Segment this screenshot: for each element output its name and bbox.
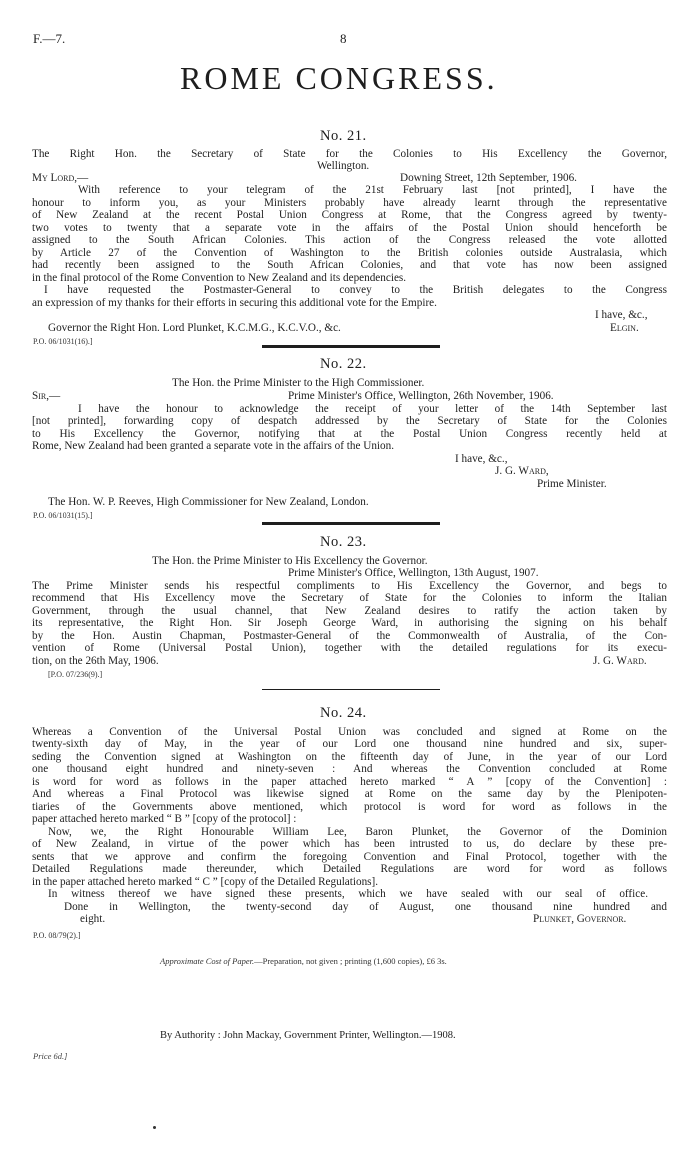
page-ref: F.—7.: [33, 31, 66, 46]
printer-mark: [153, 1126, 156, 1129]
closing: I have, &c.,: [595, 309, 648, 321]
paragraph-line: is word for word as follows in the paper attached hereto marked “ A ” [copy of the Convention] :: [32, 776, 667, 788]
printer-authority: By Authority : John Mackay, Government Printer, Wellington.—1908.: [160, 1030, 456, 1041]
paragraph-line: an expression of my thanks for their efforts in securing this additional vote for the Empire.: [32, 297, 437, 309]
letter-address: Prime Minister's Office, Wellington, 26th November, 1906.: [288, 390, 554, 402]
paragraph-line: honour to inform you, as your Ministers probably have already learnt through the representative: [32, 197, 667, 209]
paragraph-line: Government, through the usual channel, that New Zealand desires to ratify the action taken by: [32, 605, 667, 617]
signature: J. G. Ward,: [495, 465, 549, 477]
paragraph-line: Whereas a Convention of the Universal Postal Union was concluded and signed at Rome on the: [32, 726, 667, 738]
paragraph-line: In witness thereof we have signed these presents, which we have sealed with our seal of office.: [48, 888, 648, 900]
price: Price 6d.]: [33, 1051, 68, 1061]
paragraph-line: in the paper attached hereto marked “ C ” [copy of the Detailed Regulations].: [32, 876, 379, 888]
cost-text: —Preparation, not given ; printing (1,600 copies), £6 3s.: [254, 956, 447, 966]
salutation: Sir,—: [32, 390, 61, 402]
closing: I have, &c.,: [455, 453, 508, 465]
cost-note: [160, 956, 447, 966]
paragraph-line: by the Hon. Austin Chapman, Postmaster-General of the Commonwealth of Australia, of the Con-: [32, 630, 667, 642]
paragraph-line: to His Excellency the Governor, notifying that at the Postal Union Congress recently held at: [32, 428, 667, 440]
paragraph-line: And whereas a Final Protocol was likewise signed at Rome on the same day by the Plenipoten-: [32, 788, 667, 800]
paragraph-line: assigned to the South African Colonies. This action of the Congress released the vote allotted: [32, 234, 667, 246]
letter-heading-place: Wellington.: [317, 160, 370, 172]
section-number: No. 24.: [320, 705, 367, 721]
paragraph-line: by Article 27 of the Convention of Washington to the British colonies outside Australasia, which: [32, 247, 667, 259]
letter-heading: The Hon. the Prime Minister to His Excellency the Governor.: [152, 555, 428, 567]
salutation: My Lord,—: [32, 172, 89, 184]
section-number: No. 23.: [320, 534, 367, 550]
paragraph-line: I have requested the Postmaster-General to convey to the British delegates to the Congress: [44, 284, 667, 296]
paragraph-line: seding the Convention signed at Washington on the fifteenth day of June, in the year of our Lord: [32, 751, 667, 763]
signature: J. G. Ward.: [593, 655, 647, 667]
file-reference: P.O. 06/1031(15).]: [33, 511, 93, 520]
letter-address: Downing Street, 12th September, 1906.: [400, 172, 577, 184]
paragraph-line: The Prime Minister sends his respectful compliments to His Excellency the Governor, and begs to: [32, 580, 667, 592]
cost-label: Approximate Cost of Paper.: [160, 956, 255, 966]
page-number: 8: [340, 31, 347, 46]
section-number: No. 22.: [320, 356, 367, 372]
paragraph-line: eight.: [80, 913, 106, 925]
file-reference: P.O. 08/79(2).]: [33, 931, 81, 940]
paragraph-line: With reference to your telegram of the 21st February last [not printed], I have the: [78, 184, 667, 196]
file-reference: P.O. 06/1031(16).]: [33, 337, 93, 346]
file-reference: [P.O. 07/236(9).]: [48, 670, 103, 679]
paragraph-line: I have the honour to acknowledge the receipt of your letter of the 14th September last: [78, 403, 667, 415]
paragraph-line: Done in Wellington, the twenty-second day of August, one thousand nine hundred and: [64, 901, 667, 913]
signature: Elgin.: [610, 322, 639, 334]
paragraph-line: its representative, the Right Hon. Sir Joseph George Ward, in authorising the signing on his behalf: [32, 617, 667, 629]
letter-heading: The Hon. the Prime Minister to the High Commissioner.: [172, 377, 425, 389]
section-divider: [262, 345, 440, 348]
page-title: ROME CONGRESS.: [180, 60, 498, 96]
paragraph-line: of New Zealand, in virtue of the power which has been intrusted to us, do declare by these pre-: [32, 838, 667, 850]
paragraph-line: in the final protocol of the Rome Convention to New Zealand and its dependencies.: [32, 272, 407, 284]
paragraph-line: tiaries of the Governments above mentioned, which protocol is word for word as follows in the: [32, 801, 667, 813]
paragraph-line: tion, on the 26th May, 1906.: [32, 655, 159, 667]
paragraph-line: vention of Rome (Universal Postal Union), together with the detailed regulations for its execu-: [32, 642, 667, 654]
paragraph-line: twenty-sixth day of May, in the year of our Lord one thousand nine hundred and six, super-: [32, 738, 667, 750]
signature-title: Prime Minister.: [537, 478, 607, 490]
paragraph-line: Detailed Regulations made thereunder, which Detailed Regulations are word for word as follows: [32, 863, 667, 875]
paragraph-line: [not printed], forwarding copy of despatch addressed by the Secretary of State for the Colonies: [32, 415, 667, 427]
addressee: Governor the Right Hon. Lord Plunket, K.C.M.G., K.C.V.O., &c.: [48, 322, 341, 334]
paragraph-line: one thousand eight hundred and ninety-seven : And whereas the Convention concluded at Rome: [32, 763, 667, 775]
section-divider: [262, 522, 440, 525]
signature: Plunket, Governor.: [533, 913, 627, 925]
paragraph-line: two votes to twenty that a separate vote in the affairs of the Postal Union should henceforth be: [32, 222, 667, 234]
paragraph-line: of New Zealand at the recent Postal Union Congress at Rome, that the Congress agreed by twenty-: [32, 209, 667, 221]
letter-address: Prime Minister's Office, Wellington, 13th August, 1907.: [288, 567, 539, 579]
paragraph-line: Now, we, the Right Honourable William Lee, Baron Plunket, the Governor of the Dominion: [48, 826, 667, 838]
paragraph-line: recommend that His Excellency move the Secretary of State for the Colonies to inform the Italian: [32, 592, 667, 604]
section-number: No. 21.: [320, 128, 367, 144]
paragraph-line: paper attached hereto marked “ B ” [copy of the protocol] :: [32, 813, 297, 825]
paragraph-line: had recently been assigned to the South African Colonies, and that vote has now been assigned: [32, 259, 667, 271]
paragraph-line: Rome, New Zealand had been granted a separate vote in the affairs of the Union.: [32, 440, 395, 452]
letter-heading: The Right Hon. the Secretary of State for the Colonies to His Excellency the Governor,: [32, 148, 667, 160]
section-divider: [262, 689, 440, 690]
addressee: The Hon. W. P. Reeves, High Commissioner for New Zealand, London.: [48, 496, 369, 508]
paragraph-line: sents that we approve and confirm the foregoing Convention and Final Protocol, together with the: [32, 851, 667, 863]
